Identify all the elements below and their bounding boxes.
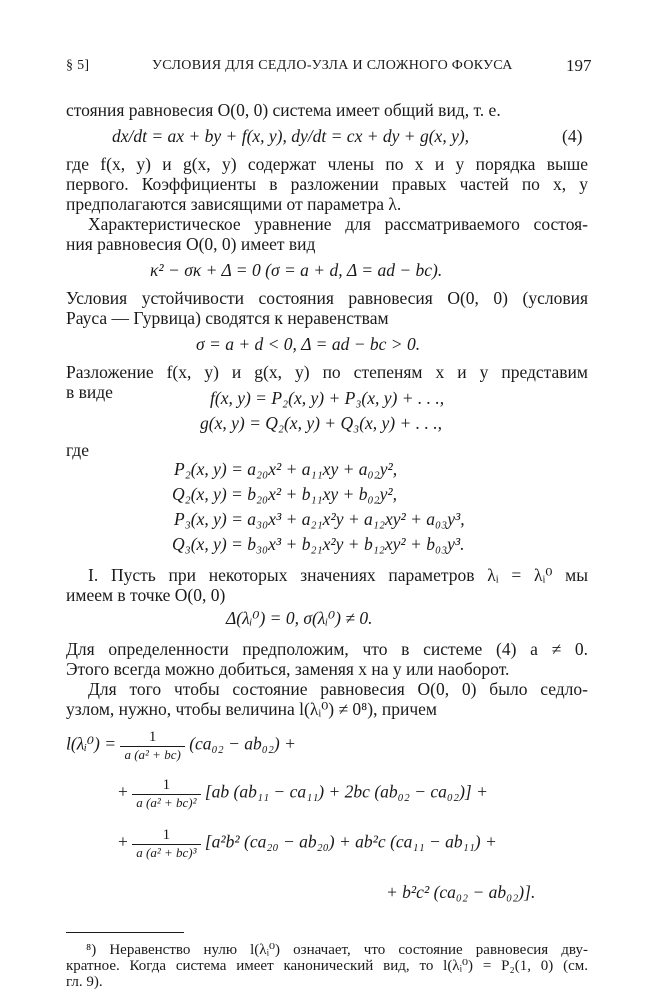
text-line: Разложение f(x, y) и g(x, y) по степеням x и y представим (66, 362, 588, 382)
text-line: Условия устойчивости состояния равновесия O(0, 0) (условия (66, 288, 588, 308)
text-line: ния равновесия O(0, 0) имеет вид (66, 234, 316, 254)
polynomial-P3: P₃(x, y) = a₃₀x³ + a₂₁x²y + a₁₂xy² + a₀₃y³, (174, 509, 465, 529)
fraction-1-denominator: a (a² + bc) (120, 746, 184, 762)
equation-4: dx/dt = ax + by + f(x, y), dy/dt = cx + dy + g(x, y), (112, 126, 470, 146)
footnote-line: ⁸) Неравенство нулю l(λᵢ⁰) означает, что состояние равновесия дву- (86, 942, 588, 958)
polynomial-Q2: Q₂(x, y) = b₂₀x² + b₁₁xy + b₀₂y², (172, 484, 398, 504)
l-formula-row-4: + b²c² (ca₀₂ − ab₀₂)]. (386, 882, 536, 902)
l-formula-row-3 (118, 828, 497, 859)
fraction-2 (132, 778, 200, 809)
text-line: Рауса — Гурвица) сводятся к неравенствам (66, 308, 389, 328)
section-mark: § 5] (66, 58, 90, 73)
text-line: Этого всегда можно добиться, заменяя x на y или наоборот. (66, 659, 510, 679)
degeneracy-conditions: Δ(λᵢ⁰) = 0, σ(λᵢ⁰) ≠ 0. (226, 608, 373, 628)
footnote-line: гл. 9). (66, 974, 103, 990)
plus-sign: + (118, 831, 128, 852)
polynomial-Q3: Q₃(x, y) = b₃₀x³ + b₂₁x²y + b₁₂xy² + b₀₃y³. (172, 534, 465, 554)
plus-sign: + (118, 781, 128, 802)
text-line: Для определенности предположим, что в системе (4) a ≠ 0. (66, 639, 588, 659)
expansion-f: f(x, y) = P₂(x, y) + P₃(x, y) + . . ., (210, 388, 445, 408)
characteristic-equation: κ² − σκ + Δ = 0 (σ = a + d, Δ = ad − bc). (150, 260, 443, 280)
l-formula-row-2 (118, 778, 488, 809)
l-formula-row-1 (66, 730, 296, 761)
text-line: имеем в точке O(0, 0) (66, 585, 226, 605)
l-term-1: (ca₀₂ − ab₀₂) + (189, 733, 296, 754)
l-term-2: [ab (ab₁₁ − ca₁₁) + 2bc (ab₀₂ − ca₀₂)] + (204, 781, 488, 802)
equation-number: (4) (562, 126, 583, 146)
l-term-3: [a²b² (ca₂₀ − ab₂₀) + ab²c (ca₁₁ − ab₁₁) + (204, 831, 497, 852)
text-line: Для того чтобы состояние равновесия O(0, 0) было седло- (88, 679, 588, 699)
polynomial-P2: P₂(x, y) = a₂₀x² + a₁₁xy + a₀₂y², (174, 459, 398, 479)
fraction-1-numerator: 1 (148, 729, 157, 745)
fraction-2-denominator: a (a² + bc)² (132, 794, 200, 810)
fraction-3-numerator: 1 (162, 827, 171, 843)
text-line: где f(x, y) и g(x, y) содержат члены по x и y порядка выше (66, 154, 588, 174)
stability-inequalities: σ = a + d < 0, Δ = ad − bc > 0. (196, 334, 421, 354)
expansion-g: g(x, y) = Q₂(x, y) + Q₃(x, y) + . . ., (200, 413, 442, 433)
fraction-1 (120, 730, 184, 761)
page-number: 197 (566, 56, 592, 75)
text-line: в виде (66, 382, 113, 402)
text-line: стояния равновесия O(0, 0) система имеет общий вид, т. е. (66, 100, 501, 120)
fraction-3-denominator: a (a² + bc)³ (132, 844, 200, 860)
fraction-3 (132, 828, 200, 859)
l-lhs: l(λᵢ⁰) = (66, 733, 117, 754)
text-line: где (66, 440, 89, 460)
running-title: УСЛОВИЯ ДЛЯ СЕДЛО-УЗЛА И СЛОЖНОГО ФОКУСА (152, 58, 513, 73)
text-line: I. Пусть при некоторых значениях параметров λᵢ = λᵢ⁰ мы (88, 565, 588, 585)
fraction-2-numerator: 1 (162, 777, 171, 793)
footnote-line: кратное. Когда система имеет канонический вид, то l(λᵢ⁰) = P₂(1, 0) (см. (66, 958, 588, 974)
text-line: узлом, нужно, чтобы величина l(λᵢ⁰) ≠ 0⁸), причем (66, 699, 437, 719)
footnote-rule (66, 932, 184, 933)
text-line: первого. Коэффициенты в разложении правых частей по x, y (66, 174, 588, 194)
text-line: Характеристическое уравнение для рассматриваемого состоя- (88, 214, 588, 234)
text-line: предполагаются зависящими от параметра λ. (66, 194, 402, 214)
